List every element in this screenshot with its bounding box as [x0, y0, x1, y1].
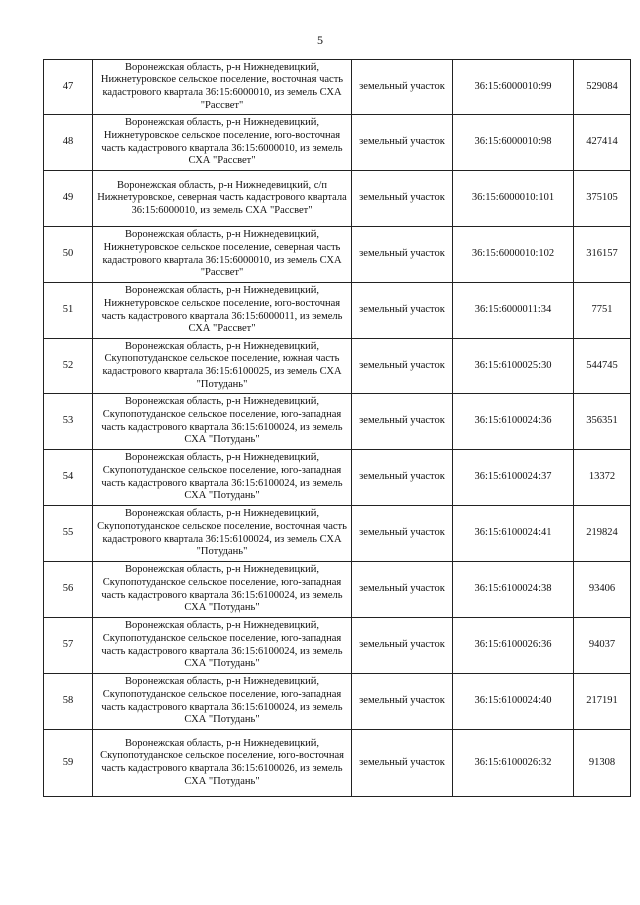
row-number: 57: [44, 618, 93, 674]
cadastral-number: 36:15:6100026:32: [453, 730, 574, 797]
table-row: [44, 227, 631, 283]
row-number: 48: [44, 115, 93, 171]
object-type: земельный участок: [352, 562, 453, 618]
cadastral-number: 36:15:6100024:41: [453, 506, 574, 562]
plot-area: 427414: [574, 115, 631, 171]
plot-area: 356351: [574, 394, 631, 450]
object-type: земельный участок: [352, 618, 453, 674]
object-type: земельный участок: [352, 227, 453, 283]
plot-area: 94037: [574, 618, 631, 674]
table-row: [44, 394, 631, 450]
table-row: [44, 674, 631, 730]
plot-location: Воронежская область, р-н Нижнедевицкий, Скупопотуданское сельское поселение, юго-западная часть кадастрового квартала 36:15:6100024, из земель СХА "Потудань": [93, 562, 352, 618]
plot-area: 544745: [574, 339, 631, 394]
object-type: земельный участок: [352, 115, 453, 171]
cadastral-number: 36:15:6000011:34: [453, 283, 574, 339]
plot-area: 375105: [574, 171, 631, 227]
plot-area: 217191: [574, 674, 631, 730]
row-number: 49: [44, 171, 93, 227]
row-number: 53: [44, 394, 93, 450]
plot-location: Воронежская область, р-н Нижнедевицкий, Скупопотуданское сельское поселение, юго-западная часть кадастрового квартала 36:15:6100024, из земель СХА "Потудань": [93, 394, 352, 450]
object-type: земельный участок: [352, 283, 453, 339]
table-row: [44, 562, 631, 618]
cadastral-number: 36:15:6100024:38: [453, 562, 574, 618]
plot-area: 93406: [574, 562, 631, 618]
plot-location: Воронежская область, р-н Нижнедевицкий, Скупопотуданское сельское поселение, юго-западная часть кадастрового квартала 36:15:6100024, из земель СХА "Потудань": [93, 618, 352, 674]
object-type: земельный участок: [352, 60, 453, 115]
cadastral-number: 36:15:6000010:99: [453, 60, 574, 115]
object-type: земельный участок: [352, 339, 453, 394]
row-number: 50: [44, 227, 93, 283]
cadastral-number: 36:15:6100024:36: [453, 394, 574, 450]
plot-location: Воронежская область, р-н Нижнедевицкий, Скупопотуданское сельское поселение, юго-западная часть кадастрового квартала 36:15:6100024, из земель СХА "Потудань": [93, 450, 352, 506]
object-type: земельный участок: [352, 171, 453, 227]
table-row: [44, 730, 631, 797]
page-number: 5: [317, 33, 323, 47]
object-type: земельный участок: [352, 730, 453, 797]
cadastral-number: 36:15:6100026:36: [453, 618, 574, 674]
plot-area: 529084: [574, 60, 631, 115]
cadastral-number: 36:15:6000010:101: [453, 171, 574, 227]
table-row: [44, 60, 631, 115]
plot-location: Воронежская область, р-н Нижнедевицкий, Скупопотуданское сельское поселение, южная часть кадастрового квартала 36:15:6100025, из земель СХА "Потудань": [93, 339, 352, 394]
plot-area: 91308: [574, 730, 631, 797]
row-number: 58: [44, 674, 93, 730]
plot-area: 316157: [574, 227, 631, 283]
row-number: 59: [44, 730, 93, 797]
table-row: [44, 339, 631, 394]
plot-location: Воронежская область, р-н Нижнедевицкий, Нижнетуровское сельское поселение, юго-восточная часть кадастрового квартала 36:15:6000010, из земель СХА "Рассвет": [93, 115, 352, 171]
plot-area: 219824: [574, 506, 631, 562]
row-number: 54: [44, 450, 93, 506]
table-row: [44, 618, 631, 674]
plot-location: Воронежская область, р-н Нижнедевицкий, Скупопотуданское сельское поселение, юго-западная часть кадастрового квартала 36:15:6100024, из земель СХА "Потудань": [93, 674, 352, 730]
table-row: [44, 171, 631, 227]
land-plots-table: [43, 59, 631, 797]
plot-location: Воронежская область, р-н Нижнедевицкий, Нижнетуровское сельское поселение, восточная часть кадастрового квартала 36:15:6000010, из земель СХА "Рассвет": [93, 60, 352, 115]
cadastral-number: 36:15:6100025:30: [453, 339, 574, 394]
plot-area: 13372: [574, 450, 631, 506]
object-type: земельный участок: [352, 674, 453, 730]
cadastral-number: 36:15:6100024:40: [453, 674, 574, 730]
plot-location: Воронежская область, р-н Нижнедевицкий, Скупопотуданское сельское поселение, восточная часть кадастрового квартала 36:15:6100024, из земель СХА "Потудань": [93, 506, 352, 562]
object-type: земельный участок: [352, 394, 453, 450]
plot-location: Воронежская область, р-н Нижнедевицкий, Нижнетуровское сельское поселение, юго-восточная часть кадастрового квартала 36:15:6000011, из земель СХА "Рассвет": [93, 283, 352, 339]
table-row: [44, 506, 631, 562]
cadastral-number: 36:15:6100024:37: [453, 450, 574, 506]
table-row: [44, 283, 631, 339]
row-number: 55: [44, 506, 93, 562]
cadastral-number: 36:15:6000010:98: [453, 115, 574, 171]
cadastral-number: 36:15:6000010:102: [453, 227, 574, 283]
plot-location: Воронежская область, р-н Нижнедевицкий, Нижнетуровское сельское поселение, северная часть кадастрового квартала 36:15:6000010, из земель СХА "Рассвет": [93, 227, 352, 283]
object-type: земельный участок: [352, 450, 453, 506]
row-number: 51: [44, 283, 93, 339]
plot-location: Воронежская область, р-н Нижнедевицкий, Скупопотуданское сельское поселение, юго-восточная часть кадастрового квартала 36:15:6100026, из земель СХА "Потудань": [93, 730, 352, 797]
object-type: земельный участок: [352, 506, 453, 562]
plot-location: Воронежская область, р-н Нижнедевицкий, с/п Нижнетуровское, северная часть кадастрового квартала 36:15:6000010, из земель СХА "Рассвет": [93, 171, 352, 227]
plot-area: 7751: [574, 283, 631, 339]
table-row: [44, 115, 631, 171]
row-number: 52: [44, 339, 93, 394]
row-number: 47: [44, 60, 93, 115]
row-number: 56: [44, 562, 93, 618]
table-row: [44, 450, 631, 506]
